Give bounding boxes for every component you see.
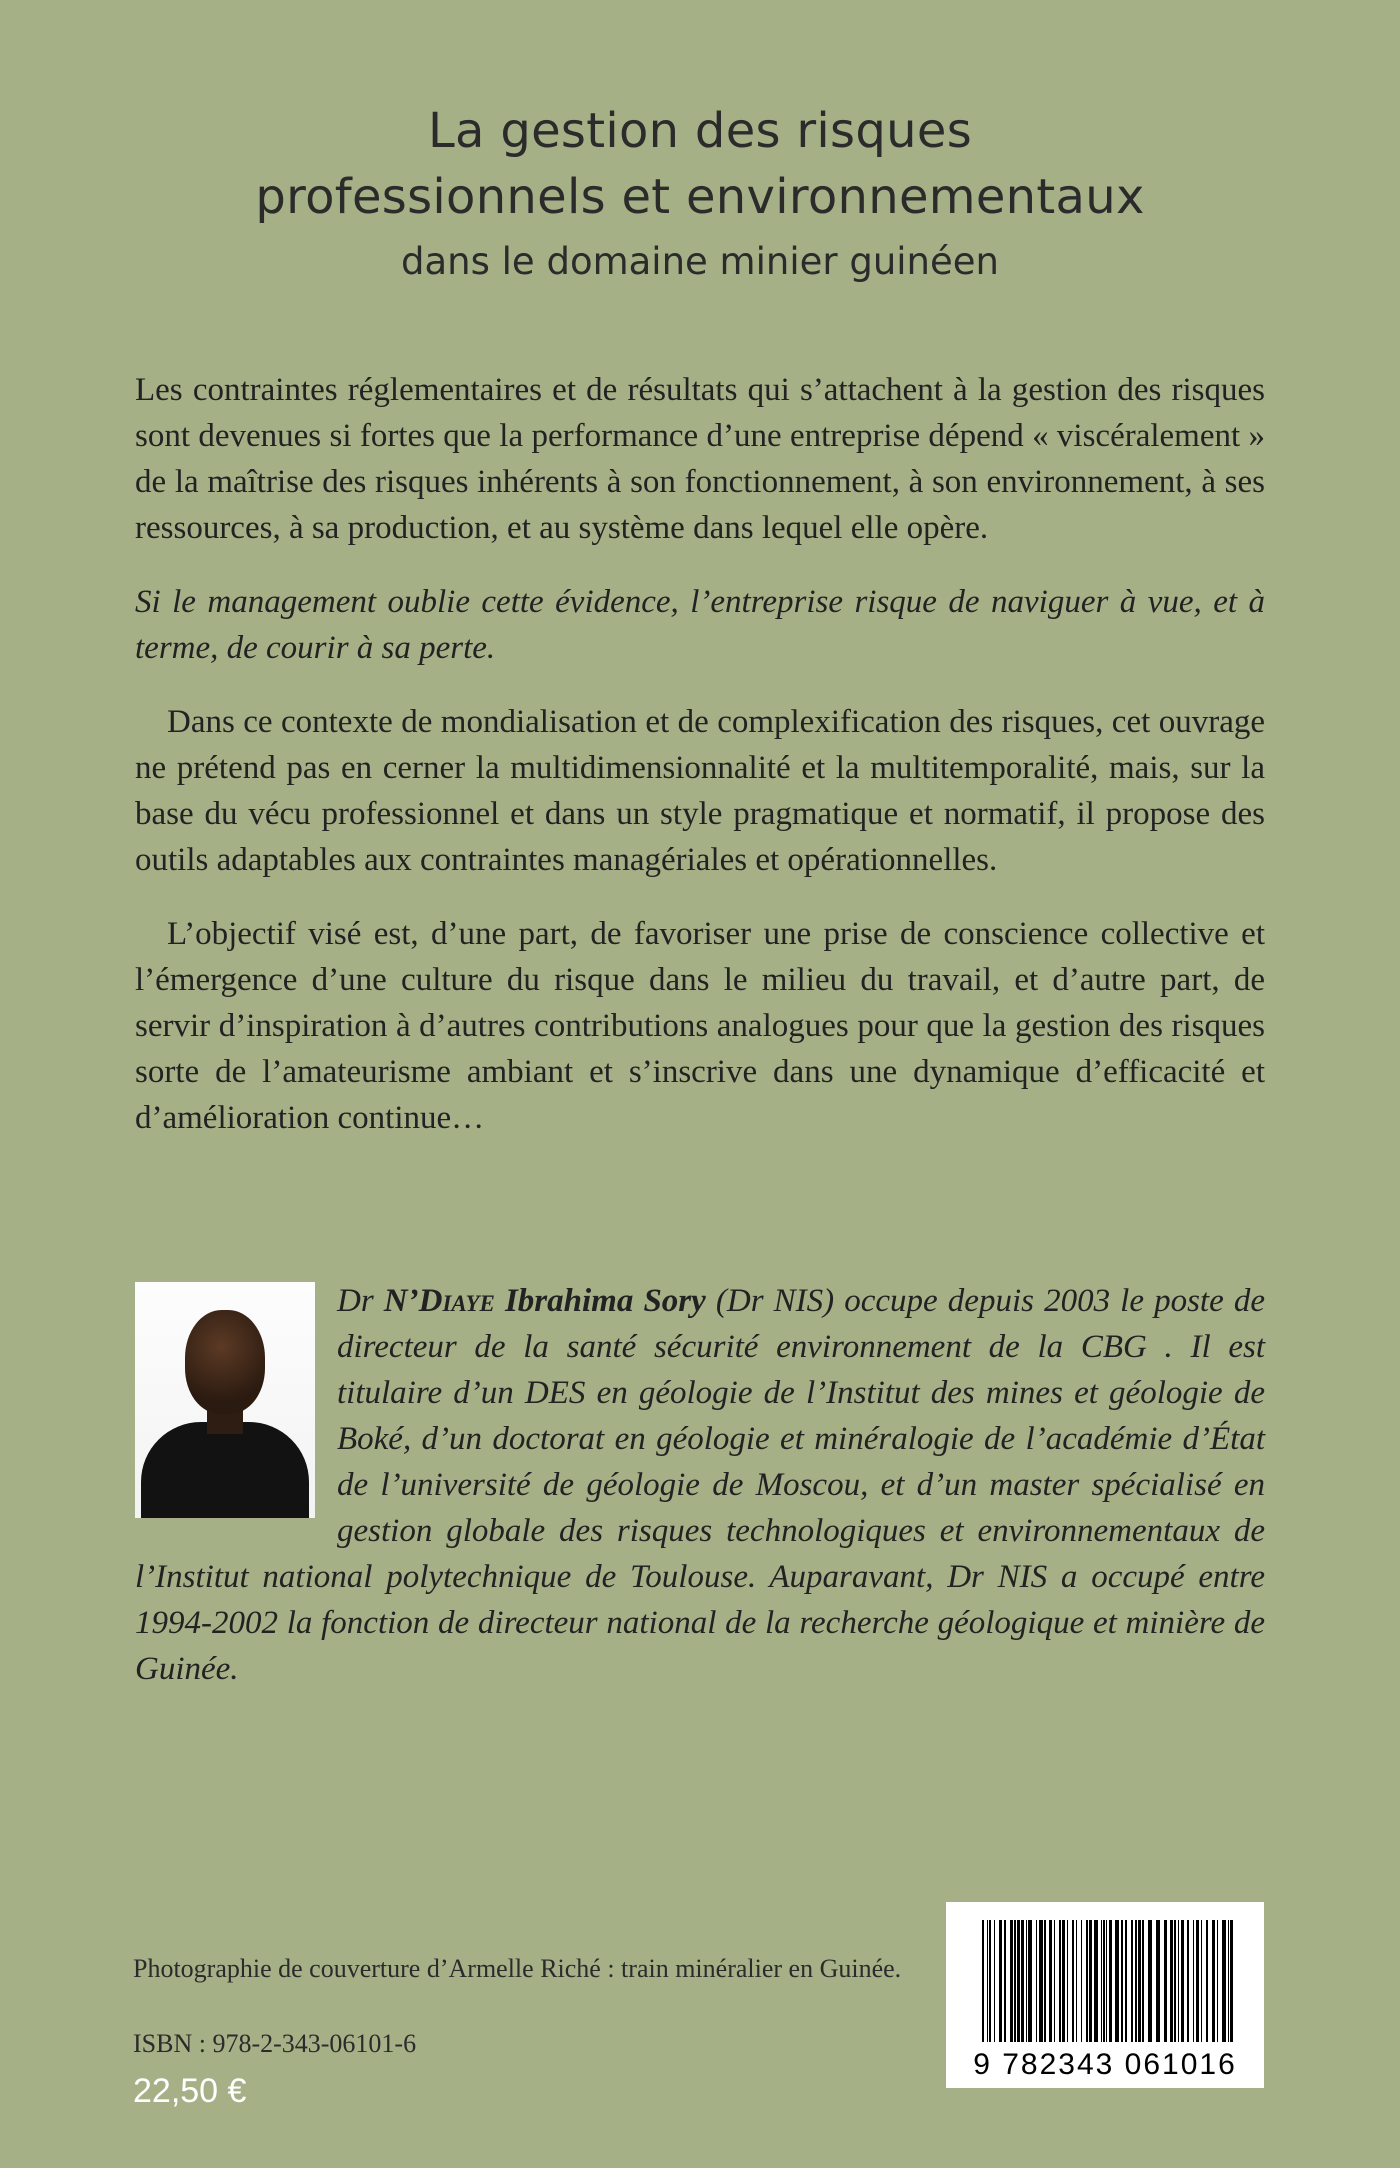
barcode-bar (1081, 1920, 1082, 2042)
barcode-bar (1086, 1920, 1088, 2042)
barcode-bar (1028, 1920, 1032, 2042)
barcode-bar (1142, 1920, 1144, 2042)
barcode-bar (1044, 1920, 1046, 2042)
price: 22,50 € (133, 2072, 247, 2110)
title-line-2: professionnels et environnementaux (255, 169, 1145, 225)
barcode-bar (1131, 1920, 1133, 2042)
barcode-bar (1164, 1920, 1167, 2042)
book-title (0, 98, 1400, 290)
blurb (135, 367, 1265, 1169)
barcode-bar (994, 1920, 995, 2042)
barcode-bar (1174, 1920, 1176, 2042)
barcode-bar (1059, 1920, 1061, 2042)
isbn: ISBN : 978-2-343-06101-6 (133, 2029, 417, 2058)
blurb-paragraph-1: Les contraintes réglementaires et de résultats qui s’attachent à la gestion des risques sont devenues si fortes que la performance d’une entreprise dépend « viscéralement » de la maîtrise des risques inhérents à son fonctionnement, à son environnement, à ses ressources, à sa production, et au système dans lequel elle opère. (135, 372, 1265, 546)
barcode-bar (1072, 1920, 1074, 2042)
barcode-bar (1010, 1920, 1013, 2042)
barcode-bar (989, 1920, 991, 2042)
barcode-bar (1089, 1920, 1092, 2042)
author-prefix: Dr (337, 1283, 384, 1319)
barcode-bar (1014, 1920, 1016, 2042)
barcode-bar (1109, 1920, 1112, 2042)
barcode-bar (1106, 1920, 1107, 2042)
barcode-bar (1125, 1920, 1127, 2042)
barcode-bar (1212, 1920, 1215, 2042)
barcode-bar (1217, 1920, 1218, 2042)
barcode-bar (1135, 1920, 1137, 2042)
barcode-bar (982, 1920, 984, 2042)
barcode-bar (1103, 1920, 1105, 2042)
barcode-bar (1228, 1920, 1229, 2042)
barcode-bar (1115, 1920, 1119, 2042)
barcode-bar (1181, 1920, 1184, 2042)
blurb-paragraph-2: Si le management oublie cette évidence, l’entreprise risque de naviguer à vue, et à terme, de courir à sa perte. (135, 584, 1265, 666)
barcode-bar (1054, 1920, 1055, 2042)
barcode-graphic (946, 1902, 1264, 2088)
barcode-bar (1187, 1920, 1189, 2042)
barcode-bar (1067, 1920, 1068, 2042)
blurb-paragraph-4: L’objectif visé est, d’une part, de favoriser une prise de conscience collective et l’émergence d’une culture du risque dans le milieu du travail, et d’autre part, de servir d’inspiration à d’autres contributions analogues pour que la gestion des risques sorte de l’amateurisme ambiant et s’inscrive dans une dynamique d’efficacité et d’amélioration continue… (135, 916, 1265, 1136)
barcode-bar (1138, 1920, 1141, 2042)
author-photo (135, 1282, 315, 1518)
barcode-bar (1026, 1920, 1027, 2042)
barcode-bar (1222, 1920, 1226, 2042)
barcode-bar (1101, 1920, 1102, 2042)
barcode-bar (1017, 1920, 1020, 2042)
barcode-bar (1021, 1920, 1024, 2042)
barcode-bar (1049, 1920, 1052, 2042)
barcode-bar (1036, 1920, 1037, 2042)
barcode-bar (1201, 1920, 1202, 2042)
author-bio (135, 1278, 1265, 1692)
barcode-bar (1206, 1920, 1208, 2042)
barcode-bar (1004, 1920, 1006, 2042)
barcode-bar (1039, 1920, 1043, 2042)
barcode-bar (999, 1920, 1002, 2042)
barcode-bar (1230, 1920, 1233, 2042)
author-name: N’Diaye Ibrahima Sory (383, 1283, 706, 1319)
barcode-digits: 9 782343 061016 (973, 2048, 1237, 2081)
barcode-bar (1148, 1920, 1152, 2042)
barcode-bar (987, 1920, 988, 2042)
barcode-bar (1170, 1920, 1173, 2042)
barcode (946, 1902, 1264, 2088)
title-line-1: La gestion des risques (428, 103, 972, 159)
barcode-bar (1062, 1920, 1065, 2042)
barcode-bar (1156, 1920, 1160, 2042)
barcode-bar (1193, 1920, 1194, 2042)
subtitle: dans le domaine minier guinéen (401, 240, 999, 283)
barcode-bar (1178, 1920, 1179, 2042)
author-bio-text: (Dr NIS) occupe depuis 2003 le poste de directeur de la santé sécurité environnement de la CBG . Il est titulaire d’un DES en géologie de l’Institut des mines et géologie de Boké, d’un doctorat en géologie et minéralogie de l’académie d’État de l’université de géologie de Moscou, et d’un master spécialisé en gestion globale des risques technologiques et environnementaux de l’Institut national polytechnique de Toulouse. Auparavant, Dr NIS a occupé entre 1994-2002 la fonction de directeur national de la recherche géologique et minière de Guinée. (135, 1283, 1265, 1687)
barcode-bar (1076, 1920, 1077, 2042)
barcode-bar (1094, 1920, 1098, 2042)
cover-photo-credit: Photographie de couverture d’Armelle Riché : train minéralier en Guinée. (133, 1954, 902, 1983)
blurb-paragraph-3: Dans ce contexte de mondialisation et de complexification des risques, cet ouvrage ne prétend pas en cerner la multidimensionnalité et la multitemporalité, mais, sur la base du vécu professionnel et dans un style pragmatique et normatif, il propose des outils adaptables aux contraintes managériales et opérationnelles. (135, 704, 1265, 878)
barcode-bar (1121, 1920, 1123, 2042)
barcode-bar (1196, 1920, 1199, 2042)
